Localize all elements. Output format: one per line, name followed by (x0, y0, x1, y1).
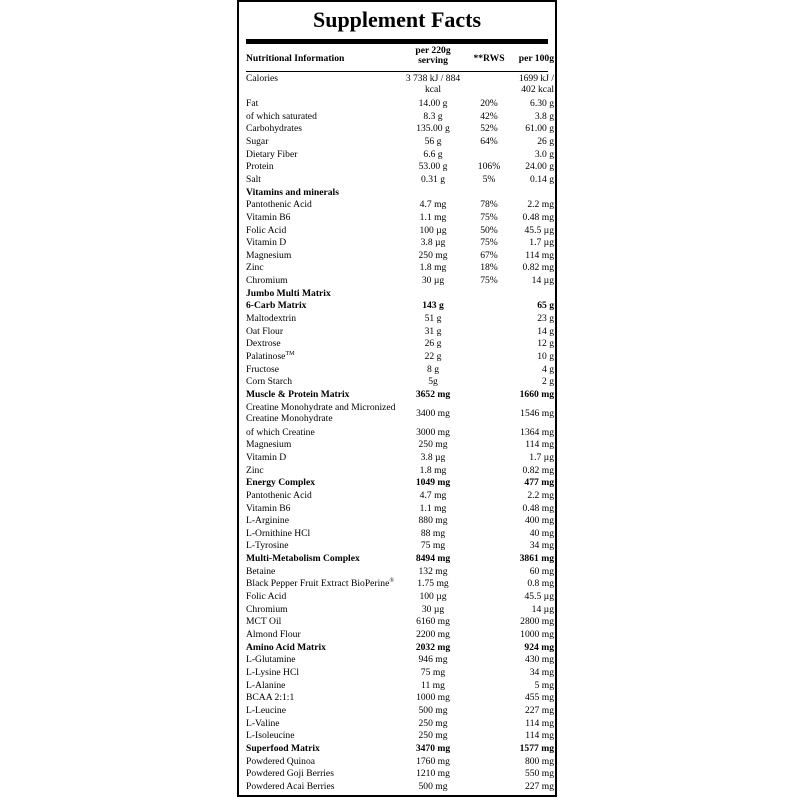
per-100g-value: 60 mg (529, 565, 554, 577)
nutrient-name: Salt (246, 173, 261, 185)
rws-value: 78% (480, 199, 498, 211)
header-serving-line1: per 220g (415, 45, 451, 56)
per-serving-value: 0.31 g (421, 173, 445, 185)
section-row (246, 300, 554, 313)
nutrient-name: 6-Carb Matrix (246, 300, 307, 312)
table-row (246, 325, 554, 339)
per-100g-value: 114 mg (525, 439, 554, 451)
per-100g-value: 65 g (537, 300, 554, 312)
section-row (246, 641, 554, 655)
table-row (246, 73, 554, 98)
per-serving-value: 1.75 mg (417, 578, 449, 590)
per-100g-value: 0.14 g (530, 173, 554, 185)
nutrient-name: Powdered Acai Berries (246, 780, 335, 792)
table-row (246, 591, 554, 604)
per-serving-value: 6160 mg (416, 616, 450, 628)
rws-value: 18% (480, 262, 498, 274)
table-row (246, 262, 554, 275)
table-row (246, 224, 554, 238)
per-100g-value: 227 mg (524, 704, 554, 716)
table-row (246, 338, 554, 351)
per-100g-value: 2.2 mg (527, 489, 554, 501)
nutrient-name: BCAA 2:1:1 (246, 692, 295, 704)
table-header (246, 45, 554, 70)
table-row (246, 199, 554, 212)
nutrient-name: Vitamin B6 (246, 211, 291, 223)
section-row (246, 388, 554, 402)
table-row (246, 679, 554, 693)
header-serving-line2: serving (418, 55, 448, 66)
per-100g-value: 3.8 g (534, 110, 554, 122)
table-row (246, 502, 554, 516)
per-100g-value: 6.30 g (530, 98, 554, 109)
table-row (246, 768, 554, 781)
nutrient-name: Folic Acid (246, 591, 287, 603)
per-100g-value: 227 mg (524, 780, 554, 792)
table-row (246, 540, 554, 553)
per-100g-value: 455 mg (524, 692, 554, 704)
nutrient-name: Powdered Goji Berries (246, 768, 334, 780)
per-serving-value: 5g (428, 376, 438, 388)
nutrient-name: L-Glutamine (246, 654, 296, 666)
table-row (246, 211, 554, 225)
nutrient-name: Chromium (246, 275, 288, 287)
title-divider (246, 39, 548, 44)
table-row (246, 351, 554, 364)
per-100g-value: 1660 mg (519, 388, 554, 400)
nutrient-name: L-Leucine (246, 704, 286, 716)
table-row (246, 376, 554, 389)
per-100g-value: 800 mg (524, 755, 554, 767)
rws-value: 42% (480, 110, 498, 122)
nutrient-name: Energy Complex (246, 477, 316, 489)
rws-value: 75% (480, 211, 498, 223)
per-serving-value: 1000 mg (416, 692, 450, 704)
nutrient-name: L-Tyrosine (246, 540, 289, 552)
per-100g-value: 14 µg (531, 603, 554, 615)
nutrient-name: MCT Oil (246, 616, 282, 628)
per-serving-value: 3.8 µg (420, 451, 446, 463)
table-row (246, 237, 554, 250)
per-100g-value: 1.7 µg (529, 237, 554, 249)
per-100g-value: 2.2 mg (527, 199, 554, 211)
trademark-mark: TM (285, 351, 295, 357)
nutrient-name: Oat Flour (246, 325, 284, 337)
table-row (246, 717, 554, 731)
per-serving-value: 1.8 mg (419, 262, 447, 274)
per-100g-value: 2 g (542, 376, 554, 388)
per-100g-value: 924 mg (524, 641, 554, 653)
per-serving-value: 1760 mg (416, 755, 450, 767)
per-100g-value: 40 mg (529, 527, 554, 539)
per-100g-value: 24.00 g (525, 161, 554, 173)
per-serving-value: 8.3 g (423, 110, 443, 122)
nutrient-name: of which Creatine (246, 426, 315, 438)
table-row (246, 780, 554, 794)
rws-value: 20% (480, 98, 498, 109)
per-serving-value: 1.1 mg (419, 502, 447, 514)
table-row (246, 161, 554, 174)
table-row (246, 439, 554, 452)
per-100g-value: 3861 mg (519, 553, 554, 565)
table-row (246, 515, 554, 528)
per-serving-value: 143 g (422, 300, 444, 312)
rws-value: 75% (480, 275, 498, 287)
table-row (246, 148, 554, 162)
per-serving-value: 2032 mg (415, 641, 451, 653)
rws-value: 75% (480, 237, 498, 249)
nutrient-name: Carbohydrates (246, 123, 302, 135)
header-per-serving (401, 46, 465, 66)
per-serving-value: 3400 mg (416, 407, 450, 419)
section-row (246, 553, 554, 566)
per-100g-value: 0.48 mg (522, 502, 554, 514)
header-per-100g: per 100g (518, 53, 554, 64)
per-100g-value: 114 mg (525, 249, 554, 261)
per-serving-value: 3 738 kJ / 884 kcal (405, 73, 461, 95)
panel-title: Supplement Facts (312, 7, 482, 32)
nutrient-name: Magnesium (246, 439, 292, 451)
table-row (246, 249, 554, 263)
per-serving-value: 4.7 mg (419, 489, 447, 501)
per-100g-value: 0.82 mg (522, 464, 554, 476)
table-row (246, 401, 554, 427)
per-serving-value: 135.00 g (416, 123, 450, 135)
per-100g-value: 430 mg (524, 654, 554, 666)
per-serving-value: 4.7 mg (419, 199, 447, 211)
table-row (246, 313, 554, 326)
per-100g-value: 45.5 µg (524, 591, 554, 603)
rws-value: 67% (480, 249, 498, 261)
per-100g-value: 2800 mg (520, 616, 554, 628)
nutrient-name: L-Alanine (246, 679, 286, 691)
nutrient-name: Dietary Fiber (246, 148, 298, 160)
per-100g-value: 0.8 mg (527, 578, 554, 590)
table-row (246, 173, 554, 187)
per-serving-value: 1210 mg (416, 768, 450, 780)
per-serving-value: 500 mg (418, 780, 448, 792)
section-row (246, 477, 554, 490)
per-serving-value: 250 mg (418, 249, 448, 261)
table-row (246, 527, 554, 541)
nutrient-name: Sugar (246, 135, 269, 147)
table-row (246, 464, 554, 478)
per-serving-value: 3000 mg (416, 426, 450, 438)
per-100g-value: 26 g (537, 135, 554, 147)
nutrient-name: Powdered Quinoa (246, 755, 316, 767)
per-serving-value: 100 µg (419, 591, 447, 603)
nutrient-name: Magnesium (246, 249, 292, 261)
per-100g-value: 4 g (542, 363, 554, 375)
per-serving-value: 132 mg (418, 565, 448, 577)
per-serving-value: 250 mg (418, 717, 448, 729)
nutrient-name: Palatinose™ (246, 351, 295, 362)
section-row (246, 742, 554, 756)
per-serving-value: 51 g (424, 313, 442, 325)
per-serving-value: 56 g (424, 135, 442, 147)
nutrient-name: Vitamin B6 (246, 502, 291, 514)
per-serving-value: 946 mg (418, 654, 448, 666)
per-serving-value: 3652 mg (415, 388, 451, 400)
per-serving-value: 880 mg (418, 515, 448, 527)
per-serving-value: 3.8 µg (420, 237, 446, 249)
table-row (246, 629, 554, 642)
per-serving-value: 250 mg (418, 730, 448, 742)
nutrient-name: L-Lysine HCl (246, 666, 300, 678)
per-100g-value: 0.82 mg (522, 262, 554, 274)
per-100g-value: 1546 mg (520, 407, 554, 419)
per-serving-value: 250 mg (418, 439, 448, 451)
nutrient-name: Zinc (246, 262, 264, 274)
section-row (246, 187, 548, 200)
per-serving-value: 88 mg (420, 527, 446, 539)
per-serving-value: 22 g (424, 351, 442, 362)
nutrient-name: Black Pepper Fruit Extract BioPerine® (246, 578, 394, 590)
per-100g-value: 34 mg (529, 666, 554, 678)
header-nutritional-information: Nutritional Information (246, 53, 345, 64)
nutrient-name: Almond Flour (246, 629, 301, 640)
per-serving-value: 2200 mg (416, 629, 450, 640)
table-row (246, 135, 554, 149)
nutrient-name: Dextrose (246, 338, 281, 350)
per-100g-value: 45.5 µg (524, 224, 554, 236)
per-serving-value: 11 mg (421, 679, 445, 691)
per-serving-value: 14.00 g (418, 98, 448, 109)
per-serving-value: 8494 mg (415, 553, 451, 565)
per-serving-value: 26 g (424, 338, 442, 350)
nutrient-name: Pantothenic Acid (246, 199, 312, 211)
table-row (246, 616, 554, 629)
per-100g-value: 1577 mg (519, 742, 554, 754)
per-100g-value: 14 g (537, 325, 554, 337)
per-serving-value: 100 µg (419, 224, 447, 236)
per-100g-value: 1.7 µg (529, 451, 554, 463)
rws-value: 5% (482, 173, 496, 185)
per-100g-value: 61.00 g (525, 123, 554, 135)
nutrient-name: Betaine (246, 565, 276, 577)
nutrient-name: L-Arginine (246, 515, 289, 527)
table-row (246, 275, 554, 288)
per-serving-value: 1.1 mg (419, 211, 447, 223)
nutrient-name: Chromium (246, 603, 288, 615)
per-100g-value: 14 µg (531, 275, 554, 287)
nutrient-name: Multi-Metabolism Complex (246, 553, 360, 565)
per-100g-value: 477 mg (524, 477, 554, 489)
per-serving-value: 6.6 g (423, 148, 443, 160)
nutrient-name: Maltodextrin (246, 313, 297, 325)
per-serving-value: 500 mg (418, 704, 448, 716)
table-row (246, 123, 554, 136)
per-100g-value: 1364 mg (520, 426, 554, 438)
per-serving-value: 75 mg (420, 540, 446, 552)
nutrient-name: Calories (246, 73, 278, 84)
per-100g-value: 0.48 mg (522, 211, 554, 223)
per-100g-value: 34 mg (529, 540, 554, 552)
nutrient-name: Corn Starch (246, 376, 293, 388)
nutrient-name: Superfood Matrix (246, 742, 320, 754)
per-100g-value: 5 mg (534, 679, 554, 691)
per-100g-value: 23 g (537, 313, 554, 325)
per-serving-value: 31 g (424, 325, 442, 337)
nutrient-name: Vitamin D (246, 451, 287, 463)
nutrient-name: Vitamin D (246, 237, 287, 249)
table-row (246, 692, 554, 705)
table-row (246, 110, 554, 124)
nutrient-name: Vitamins and minerals (246, 186, 339, 198)
table-row (246, 603, 554, 617)
per-100g-value: 12 g (537, 338, 554, 350)
table-row (246, 666, 554, 680)
table-row (246, 704, 554, 718)
header-rws: **RWS (473, 53, 505, 64)
per-100g-value: 400 mg (524, 515, 554, 527)
per-100g-value: 1699 kJ / 402 kcal (518, 73, 554, 95)
rws-value: 106% (477, 161, 501, 173)
per-100g-value: 1000 mg (520, 629, 554, 640)
nutrient-name: L-Isoleucine (246, 730, 295, 742)
table-row (246, 565, 554, 579)
nutrient-name: L-Valine (246, 717, 280, 729)
table-row (246, 363, 554, 377)
rws-value: 50% (480, 224, 498, 236)
nutrient-name: Protein (246, 161, 274, 173)
per-serving-value: 75 mg (420, 666, 446, 678)
rws-value: 52% (480, 123, 498, 135)
per-serving-value: 1.8 mg (419, 464, 447, 476)
nutrient-name: Fat (246, 98, 259, 109)
table-row (246, 451, 554, 465)
table-row (246, 426, 554, 440)
table-row (246, 578, 554, 591)
per-100g-value: 3.0 g (534, 148, 554, 160)
nutrient-name: Jumbo Multi Matrix (246, 287, 331, 299)
header-divider (246, 71, 548, 72)
per-100g-value: 550 mg (524, 768, 554, 780)
per-serving-value: 8 g (427, 363, 439, 375)
per-serving-value: 30 µg (421, 603, 445, 615)
nutrient-name: Amino Acid Matrix (246, 641, 326, 653)
per-serving-value: 3470 mg (415, 742, 451, 754)
per-100g-value: 10 g (537, 351, 554, 362)
nutrient-name: L-Ornithine HCl (246, 527, 311, 539)
nutrient-name: Creatine Monohydrate and Micronized Creatine Monohydrate (246, 401, 396, 424)
section-row (246, 288, 548, 301)
per-serving-value: 1049 mg (415, 477, 451, 489)
per-serving-value: 53.00 g (418, 161, 448, 173)
nutrient-name: Pantothenic Acid (246, 489, 312, 501)
rws-value: 64% (480, 135, 498, 147)
supplement-facts-panel (237, 0, 557, 797)
nutrient-name: Folic Acid (246, 224, 287, 236)
table-row (246, 654, 554, 667)
trademark-mark: ® (389, 578, 394, 585)
nutrient-name: Fructose (246, 363, 280, 375)
per-serving-value: 30 µg (421, 275, 445, 287)
table-row (246, 755, 554, 769)
nutrient-name: Zinc (246, 464, 264, 476)
table-row (246, 489, 554, 503)
table-row (246, 98, 554, 111)
nutrient-name: Muscle & Protein Matrix (246, 388, 350, 400)
per-100g-value: 114 mg (525, 717, 554, 729)
per-100g-value: 114 mg (525, 730, 554, 742)
table-row (246, 730, 554, 743)
nutrient-name: of which saturated (246, 110, 317, 122)
